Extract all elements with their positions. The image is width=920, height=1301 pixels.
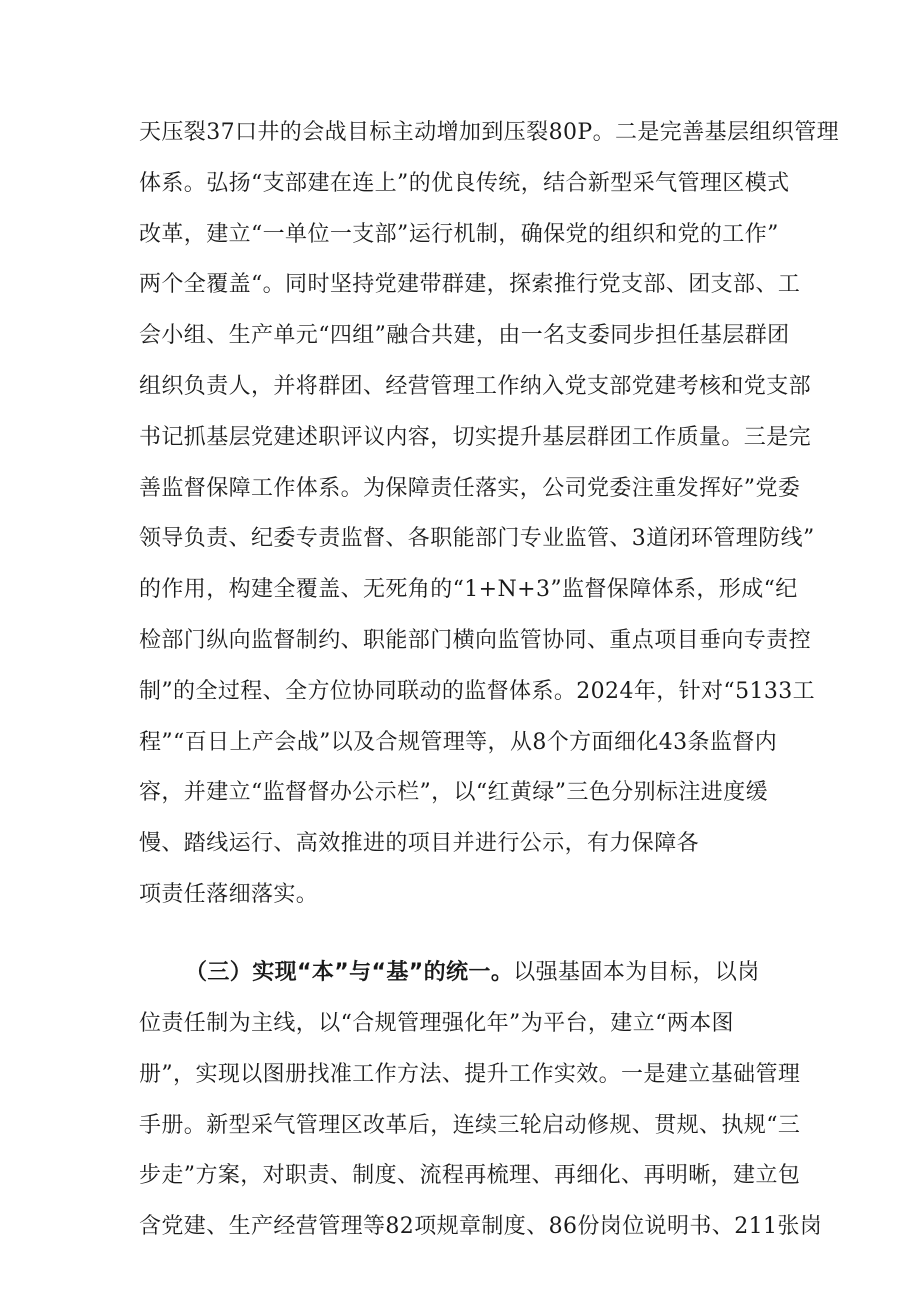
text-line: 会小组、生产单元“四组”融合共建，由一名支委同步担任基层群团 (139, 323, 790, 348)
text-line: 容，并建立“监督督办公示栏”，以“红黄绿”三色分别标注进度缓 (139, 780, 768, 805)
text-line: 体系。弘扬“支部建在连上”的优良传统，结合新型采气管理区模式 (139, 171, 790, 196)
text-line: 善监督保障工作体系。为保障责任落实，公司党委注重发挥好”党委 (139, 476, 801, 501)
text-line: 两个全覆盖“。同时坚持党建带群建，探索推行党支部、团支部、工 (139, 272, 801, 297)
section-lead-text: 以强基固本为目标，以岗 (513, 960, 760, 985)
text-line: 的作用，构建全覆盖、无死角的“1+N+3”监督保障体系，形成“纪 (139, 577, 798, 602)
text-line (185, 959, 760, 987)
text-line: 领导负责、纪委专责监督、各职能部门专业监管、3道闭环管理防线” (139, 526, 815, 551)
text-line: 检部门纵向监督制约、职能部门横向监管协同、重点项目垂向专责控 (139, 628, 812, 653)
text-line: 步走”方案，对职责、制度、流程再梳理、再细化、再明晰，建立包 (139, 1163, 801, 1188)
text-line: 程”“百日上产会战”以及合规管理等，从8个方面细化43条监督内 (139, 730, 778, 755)
text-line: 书记抓基层党建述职评议内容，切实提升基层群团工作质量。三是完 (139, 425, 812, 450)
text-line: 组织负责人，并将群团、经营管理工作纳入党支部党建考核和党支部 (139, 374, 812, 399)
text-line: 手册。新型采气管理区改革后，连续三轮启动修规、贯规、执规“三 (139, 1113, 801, 1138)
text-line: 位责任制为主线，以“合规管理强化年”为平台，建立“两本图 (139, 1011, 734, 1036)
text-line: 天压裂37口井的会战目标主动增加到压裂80P。二是完善基层组织管理 (139, 120, 839, 145)
text-line: 含党建、生产经营管理等82项规章制度、86份岗位说明书、211张岗 (139, 1214, 823, 1239)
text-line: 册”，实现以图册找准工作方法、提升工作实效。一是建立基础管理 (139, 1062, 801, 1087)
text-line: 制”的全过程、全方位协同联动的监督体系。2024年，针对“5133工 (139, 679, 816, 704)
text-line: 慢、踏线运行、高效推进的项目并进行公示，有力保障各 (139, 831, 700, 856)
text-line: 项责任落细落实。 (139, 882, 319, 907)
section-heading: （三）实现“本”与“基”的统一。 (185, 960, 514, 985)
text-line: 改革，建立“一单位一支部”运行机制，确保党的组织和党的工作” (139, 222, 779, 247)
